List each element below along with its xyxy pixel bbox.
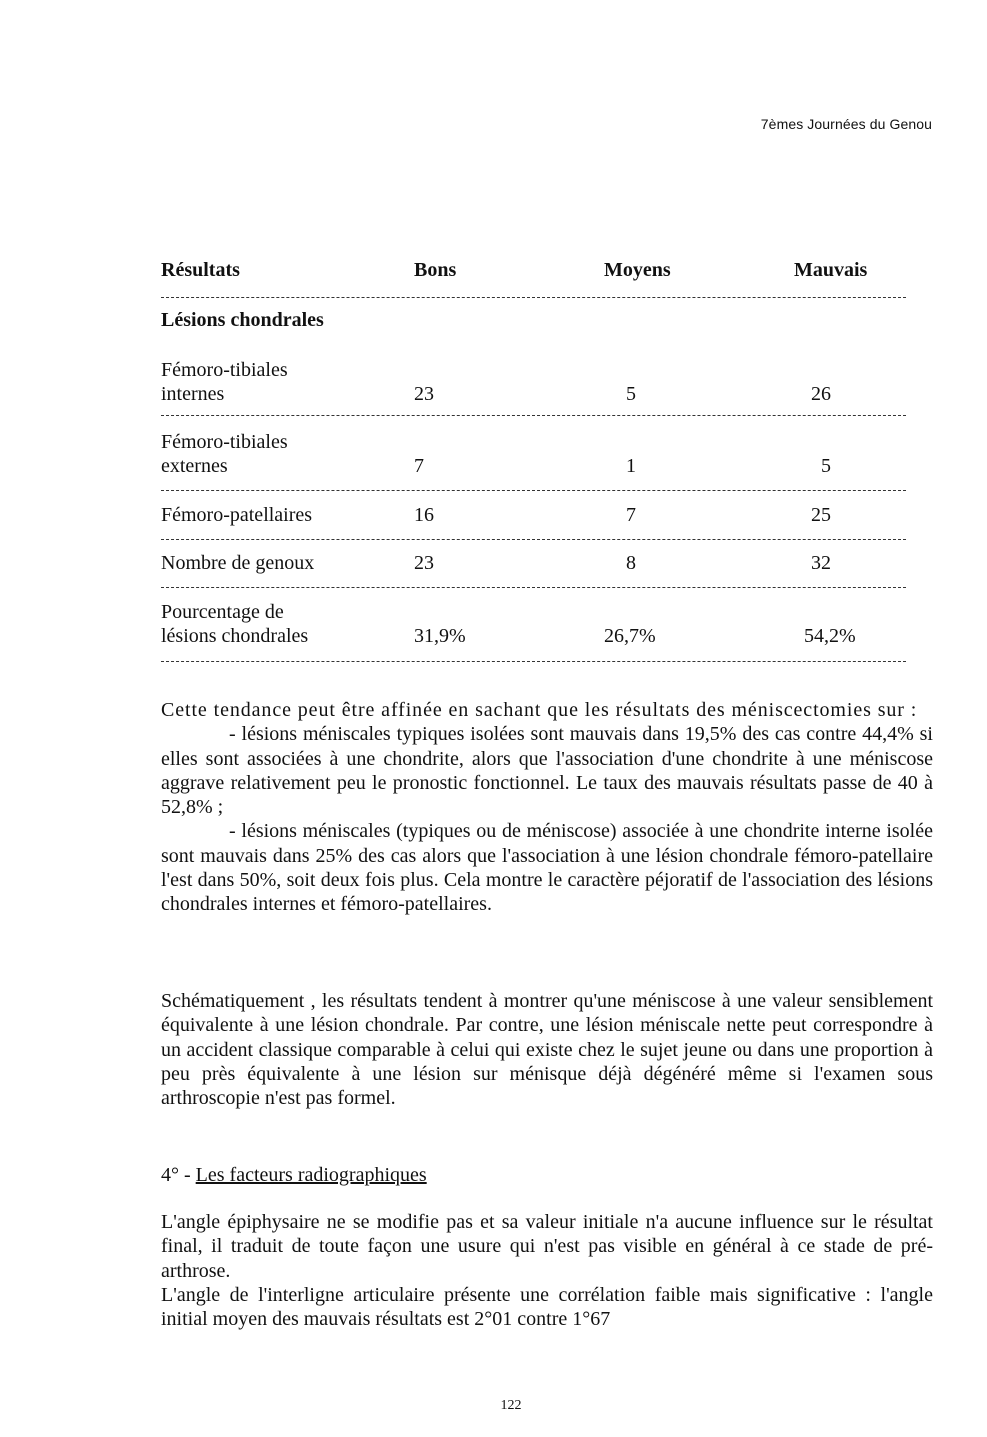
cell-bons: 16 [414,504,434,526]
row-label: Nombre de genoux [161,552,315,574]
cell-bons: 7 [414,455,424,477]
table-row [161,551,906,575]
row-label-line2: lésions chondrales [161,625,309,647]
cell-mauvais: 26 [811,383,831,405]
column-header-resultats: Résultats [161,259,240,281]
row-label-line2: externes [161,455,228,477]
paragraph-intro: Cette tendance peut être affinée en sachant que les résultats des méniscectomies sur : [161,699,918,721]
cell-moyens: 8 [626,552,636,574]
cell-bons: 23 [414,552,434,574]
section-number: 4° - [161,1164,191,1186]
cell-mauvais: 5 [821,455,831,477]
row-label: Fémoro-tibiales [161,431,288,453]
cell-mauvais: 54,2% [804,625,856,647]
cell-bons: 31,9% [414,625,466,647]
table-divider [161,490,906,491]
column-header-mauvais: Mauvais [794,259,868,281]
list-item: - lésions méniscales (typiques ou de méniscose) associée à une chondrite interne isolée sont mauvais dans 25% des cas alors que l'association à une lésion chondrale fémoro-patellaire l'est dans 50%, soit deux fois plus. Cela montre le caractère péjoratif de l'association des lésions chondrales internes et fémoro-patellaires. [161,820,933,916]
column-header-moyens: Moyens [604,259,671,281]
paragraph-angle-epiphysaire: L'angle épiphysaire ne se modifie pas et sa valeur initiale n'a aucune influence sur le résultat final, il traduit de toute façon une usure qui n'est pas visible en général à ce stade de pré-arthrose. [161,1211,933,1282]
table-row [161,358,906,406]
row-label-line2: internes [161,383,225,405]
column-header-bons: Bons [414,259,457,281]
cell-moyens: 26,7% [604,625,656,647]
paragraph-schematiquement: Schématiquement , les résultats tendent à montrer qu'une méniscose à une valeur sensiblement équivalente à une lésion chondrale. Par contre, une lésion méniscale nette peut correspondre à un accident classique comparable à celui qui existe chez le sujet jeune ou dans une proportion à peu près équivalente à une lésion sur ménisque déjà dégénéré même si l'examen sous arthroscopie n'est pas formel. [161,990,933,1110]
list-item: - lésions méniscales typiques isolées sont mauvais dans 19,5% des cas contre 44,4% si elles sont associées à une chondrite, alors que l'association d'une chondrite à une méniscose aggrave relativement peu le pronostic fonctionnel. Le taux des mauvais résultats passe de 40 à 52,8% ; [161,723,933,819]
table-row [161,600,906,648]
row-label: Pourcentage de [161,601,284,623]
cell-mauvais: 25 [811,504,831,526]
table-divider [161,587,906,588]
cell-moyens: 5 [626,383,636,405]
table-divider [161,539,906,540]
cell-moyens: 1 [626,455,636,477]
cell-bons: 23 [414,383,434,405]
section-heading [161,1163,427,1187]
cell-mauvais: 32 [811,552,831,574]
paragraph-tendance [161,698,933,917]
table-row [161,503,906,527]
running-header: 7èmes Journées du Genou [760,116,932,132]
table-divider [161,661,906,662]
table-section-title: Lésions chondrales [161,309,324,331]
cell-moyens: 7 [626,504,636,526]
row-label: Fémoro-tibiales [161,359,288,381]
section-title: Les facteurs radiographiques [195,1164,427,1186]
table-row [161,430,906,478]
row-label: Fémoro-patellaires [161,504,313,526]
table-divider [161,297,906,298]
page-number: 122 [500,1398,522,1413]
table-divider [161,415,906,416]
paragraph-angle-interligne: L'angle de l'interligne articulaire présente une corrélation faible mais significative : l'angle initial moyen des mauvais résultats est 2°01 contre 1°67 [161,1284,948,1331]
